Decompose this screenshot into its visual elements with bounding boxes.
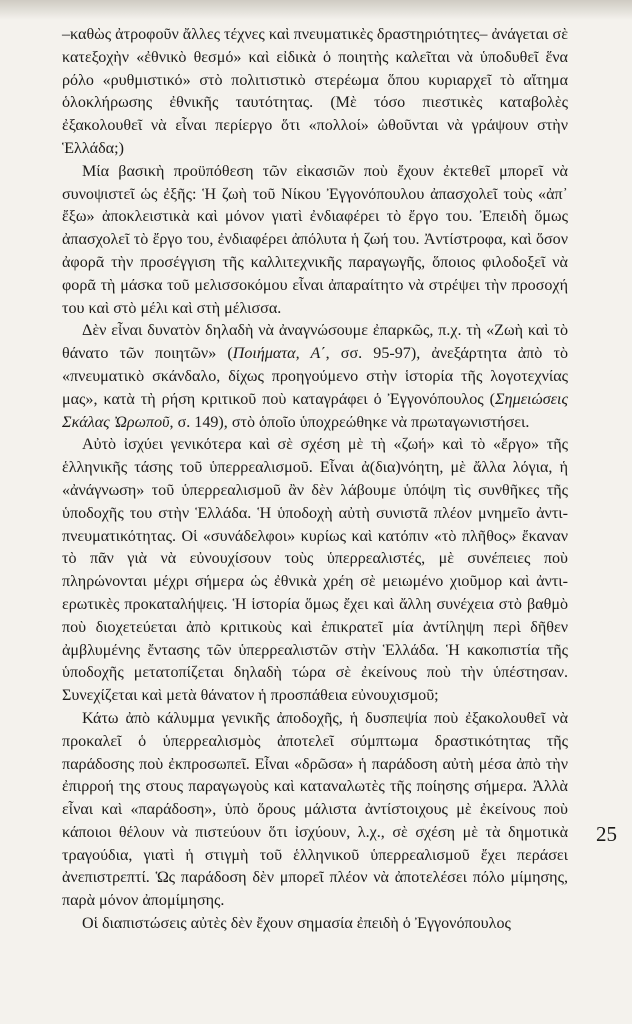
paragraph: Αὐτὸ ἰσχύει γενικότερα καὶ σὲ σχέση μὲ τὴ «ζωή» καὶ τὸ «ἔργο» τῆς ἑλληνικῆς τάσης τοῦ ὑπερρεαλισμοῦ. Εἶναι ἀ(δια)νόητη, μὲ ἄλλα λόγια, ἡ «ἀνάγνωση» τοῦ ὑπερρεαλισμοῦ ἂν δὲν λάβουμε ὑπόψη τὶς συνθῆκες τῆς ὑποδοχῆς του στὴν Ἑλλάδα. Ἡ ὑποδοχὴ αὐτὴ συνιστᾶ πλέον μνημεῖο ἀντι-πνευματικότητας. Οἱ «συνάδελφοι» κυρίως καὶ κατόπιν «τὸ πλῆθος» ἔκαναν τὸ πᾶν γιὰ νὰ εὐνουχίσουν τοὺς ὑπερρεαλιστές, μὲ συνέπειες ποὺ πληρώνονται μέχρι σήμερα ὡς ἐθνικὰ χρέη σὲ μειωμένο χιοῦμορ καὶ ἀντι-ερωτικὲς προκαταλήψεις. Ἡ ἱστορία ὅμως ἔχει καὶ ἄλλη συνέχεια στὸ βαθμὸ ποὺ διοχετεύεται ἀπὸ κριτικοὺς καὶ ἐπικρατεῖ μία ἀντίληψη περὶ δῆθεν ἀμβλυμένης ἔντασης τῶν ὑπερρεαλιστῶν στὴν Ἑλλάδα. Ἡ κακοπιστία τῆς ὑποδοχῆς μετατοπίζεται δηλαδὴ τώρα σὲ ἐκείνους ποὺ τὴν ὑπέστησαν. Συνεχίζεται καὶ μετὰ θάνατον ἡ προσπάθεια εὐνουχισμοῦ; — [62, 436, 568, 705]
page-number: 25 — [596, 822, 617, 846]
paragraph: Οἱ διαπιστώσεις αὐτὲς δὲν ἔχουν σημασία ἐπειδὴ ὁ Ἐγγονόπουλος — [82, 915, 511, 933]
paragraph: Δὲν εἶναι δυνατὸν δηλαδὴ νὰ ἀναγνώσουμε ἐπαρκῶς, π.χ. τὴ «Ζωὴ καὶ τὸ θάνατο τῶν ποιητῶν» (Ποιήματα, Α΄, σσ. 95-97), ἀνεξάρτητα ἀπὸ τὸ «πνευματικὸ σκάνδαλο, δίχως προηγούμενο στὴν ἱστορία τῆς λογοτεχνίας μας», κατὰ τὴ ρήση κριτικοῦ ποὺ καταγράφει ὁ Ἐγγονόπουλος (Σημειώσεις Σκάλας Ὠρωποῦ, σ. 149), στὸ ὁποῖο ὑποχρεώθηκε νὰ πρωταγωνιστήσει. — [62, 322, 568, 431]
paragraph: Μία βασικὴ προϋπόθεση τῶν εἰκασιῶν ποὺ ἔχουν ἐκτεθεῖ μπορεῖ νὰ συνοψιστεῖ ὡς ἐξῆς: Ἡ ζωὴ τοῦ Νίκου Ἐγγονόπουλου ἀπασχολεῖ τοὺς «ἀπ᾿ ἔξω» ἀποκλειστικὰ καὶ μόνον γιατὶ ἐνδιαφέρει τὸ ἔργο του. Ἐπειδὴ ὅμως ἀπασχολεῖ τὸ ἔργο του, ἐνδιαφέρει ἀπόλυτα ἡ ζωή του. Ἀντίστροφα, καὶ ὅσον ἀφορᾶ τὴν προσέγγιση τῆς καλλιτεχνικῆς παραγωγῆς, ὅποιος φιλοδοξεῖ νὰ φορᾶ τὴ μάσκα τοῦ μελισσοκόμου εἶναι ἀπαραίτητο νὰ στρέψει τὴν προσοχή του καὶ στὸ μέλι καὶ στὴ μέλισσα. — [62, 162, 568, 317]
paragraph: Κάτω ἀπὸ κάλυμμα γενικῆς ἀποδοχῆς, ἡ δυσπεψία ποὺ ἐξακολουθεῖ νὰ προκαλεῖ ὁ ὑπερρεαλισμὸς ἀποτελεῖ σύμπτωμα δραστικότητας τῆς παράδοσης ποὺ ἐκπροσωπεῖ. Εἶναι «δρῶσα» ἡ παράδοση αὐτὴ μέσα ἀπὸ τὴν ἐπιρροή της στους παραγωγοὺς καὶ καταναλωτὲς τῆς ποίησης σήμερα. Ἀλλὰ εἶναι καὶ «παράδοση», ὑπὸ ὅρους μάλιστα ἀντίστοιχους μὲ ἐκείνους ποὺ κάποιοι θέλουν νὰ πιστεύουν ὅτι ἰσχύουν, λ.χ., σὲ σχέση μὲ τὰ δημοτικὰ τραγούδια, γιατὶ ἡ στιγμὴ τοῦ ἑλληνικοῦ ὑπερρεαλισμοῦ ἔχει περάσει ἀνεπιστρεπτί. Ὡς παράδοση δὲν μπορεῖ πλέον νὰ ἀποτελέσει πόλο μίμησης, παρὰ μόνον ἀπομίμησης. — [62, 709, 568, 910]
paragraph: –καθὼς ἀτροφοῦν ἄλλες τέχνες καὶ πνευματικὲς δραστηριότητες– ἀνάγεται σὲ κατεξοχὴν «ἐθνικὸ θεσμό» καὶ εἰδικὰ ὁ ποιητὴς καλεῖται νὰ ὑποδυθεῖ ἕνα ρόλο «ρυθμιστικό» στὸ πολιτιστικὸ στερέωμα ὅπου κυριαρχεῖ τὸ αἴτημα ὁλοκλήρωσης ἐθνικῆς ταυτότητας. (Μὲ τόσο πιεστικὲς καταβολὲς ἐξακολουθεῖ νὰ εἶναι περίεργο ὅτι «πολλοί» ὠθοῦνται νὰ γράψουν στὴν Ἑλλάδα;) — [62, 26, 568, 157]
scan-shadow — [0, 0, 632, 20]
body-text — [62, 24, 568, 936]
